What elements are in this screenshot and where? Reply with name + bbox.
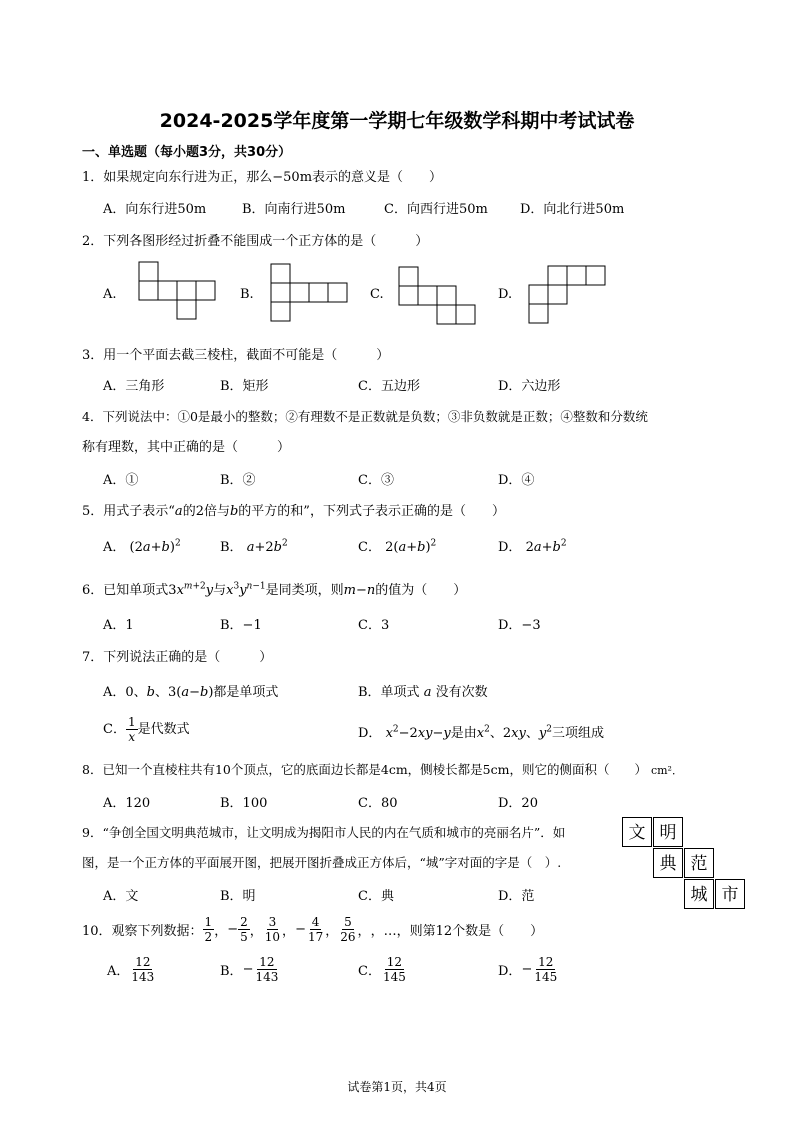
- q8-option-a: A．120: [103, 796, 151, 811]
- q6-option-b: B．−1: [220, 618, 262, 633]
- q6-option-a: A．1: [103, 618, 134, 633]
- q1-option-a: A．向东行进50m: [103, 202, 207, 217]
- q6-option-c: C．3: [358, 618, 390, 633]
- q6-stem: 6．已知单项式$3x^{m+2}y$与$x^3y^{n-1}$是同类项，则m−n的值为（ ）: [82, 581, 467, 598]
- net-cell: 典: [653, 848, 683, 878]
- net-d: [529, 266, 605, 323]
- q9-option-a: A．文: [103, 889, 139, 904]
- net-b: [271, 264, 347, 321]
- q10-option-a: A． $\frac{12}{143}$: [107, 955, 155, 984]
- net-cell: 明: [653, 817, 683, 847]
- q7-option-b: B．单项式 a 没有次数: [358, 685, 488, 700]
- fraction: $\frac{5}{26}$: [340, 915, 356, 944]
- q4-stem-line1: 4．下列说法中：①0是最小的整数；②有理数不是正数就是负数；③非负数就是正数；④整数和分数统: [82, 409, 648, 424]
- q10-stem: 10．观察下列数据： $\frac{1}{2}$ ， − $\frac{2}{5}$ ， $\frac{3}{10}$ ， − $\frac{4}{17}$ ， $\frac{5}{26}$ ， ，…，则第12个数是（ ）: [82, 915, 544, 944]
- fraction: − $\frac{4}{17}$: [295, 915, 324, 944]
- q2-option-c: C.: [370, 287, 384, 302]
- q3-option-d: D．六边形: [498, 379, 561, 394]
- q4-option-c: C．③: [358, 473, 394, 488]
- q7-option-a: A．0、b、3(a−b)都是单项式: [103, 685, 279, 700]
- fraction: $\frac{12}{145}$: [382, 955, 406, 984]
- fraction: $\frac{12}{143}$: [131, 955, 155, 984]
- net-cell: 市: [715, 879, 745, 909]
- q3-option-b: B．矩形: [220, 379, 269, 394]
- q2-option-d: D.: [498, 287, 513, 302]
- q3-option-c: C．五边形: [358, 379, 420, 394]
- q5-option-b: B． $a+2b^2$: [220, 538, 288, 555]
- q9-option-d: D．范: [498, 889, 535, 904]
- q1-stem: 1．如果规定向东行进为正，那么−50m表示的意义是（ ）: [82, 170, 443, 185]
- q8-stem: 8．已知一个直棱柱共有10个顶点，它的底面边长都是4cm，侧棱长都是5cm，则它的侧面积（ ） cm²．: [82, 762, 683, 777]
- q9-stem-line1: 9．“争创全国文明典范城市，让文明成为揭阳市人民的内在气质和城市的亮丽名片”．如: [82, 825, 566, 840]
- section-heading: 一、单选题（每小题3分，共30分）: [82, 145, 292, 160]
- q6-option-d: D．−3: [498, 618, 541, 633]
- fraction: $\frac{1}{2}$: [204, 915, 213, 944]
- q7-option-c: C． $\frac{1}{x}$ 是代数式: [103, 715, 190, 744]
- q9-stem-line2: 图，是一个正方体的平面展开图，把展开图折叠成正方体后，“城”字对面的字是（ ）.: [82, 855, 562, 870]
- fraction: − $\frac{12}{145}$: [521, 955, 558, 984]
- q10-option-d: D． − $\frac{12}{145}$: [498, 955, 558, 984]
- q7-option-d: D． $x^2-2xy-y$是由$x^2$、2xy、$y^2$三项组成: [358, 724, 604, 741]
- cube-nets-figure: [0, 0, 794, 340]
- q8-option-b: B．100: [220, 796, 268, 811]
- q4-option-b: B．②: [220, 473, 256, 488]
- net-c: [399, 267, 475, 324]
- q9-option-b: B．明: [220, 889, 256, 904]
- q2-stem: 2．下列各图形经过折叠不能围成一个正方体的是（ ）: [82, 234, 429, 249]
- q2-option-b: B.: [240, 287, 254, 302]
- q10-option-b: B． − $\frac{12}{143}$: [220, 955, 279, 984]
- fraction: − $\frac{12}{143}$: [242, 955, 279, 984]
- net-cell: 城: [684, 879, 714, 909]
- q3-option-a: A．三角形: [103, 379, 165, 394]
- q10-option-c: C． $\frac{12}{145}$: [358, 955, 406, 984]
- q4-stem-line2: 称有理数，其中正确的是（ ）: [82, 440, 291, 455]
- q9-option-c: C．典: [358, 889, 394, 904]
- q3-stem: 3．用一个平面去截三棱柱，截面不可能是（ ）: [82, 348, 390, 363]
- q4-option-a: A．①: [103, 473, 139, 488]
- q5-option-c: C． $2(a+b)^2$: [358, 538, 437, 555]
- q8-option-c: C．80: [358, 796, 398, 811]
- page-footer: 试卷第1页，共4页: [347, 1080, 447, 1094]
- q7-stem: 7．下列说法正确的是（ ）: [82, 650, 273, 665]
- q1-option-b: B．向南行进50m: [242, 202, 346, 217]
- q1-option-d: D．向北行进50m: [520, 202, 625, 217]
- net-cell: 范: [684, 848, 714, 878]
- q5-option-d: D． $2a+b^2$: [498, 538, 567, 555]
- q8-option-d: D．20: [498, 796, 538, 811]
- q5-stem: 5．用式子表示“a的2倍与b的平方的和”，下列式子表示正确的是（ ）: [82, 504, 505, 519]
- q4-option-d: D．④: [498, 473, 535, 488]
- net-a: [139, 262, 215, 319]
- fraction: $\frac{3}{10}$: [264, 915, 281, 944]
- q1-option-c: C．向西行进50m: [384, 202, 488, 217]
- fraction: − $\frac{2}{5}$: [227, 915, 248, 944]
- q2-option-a: A.: [103, 287, 117, 302]
- net-cell: 文: [622, 817, 652, 847]
- q10-sequence: $\frac{1}{2}$ ， − $\frac{2}{5}$ ， $\frac{3}{10}$ ， − $\frac{4}{17}$ ， $\frac{5}{26}$ ，: [204, 915, 371, 944]
- page-title: 2024-2025学年度第一学期七年级数学科期中考试试卷: [159, 110, 635, 132]
- q5-option-a: A． $(2a+b)^2$: [103, 538, 181, 555]
